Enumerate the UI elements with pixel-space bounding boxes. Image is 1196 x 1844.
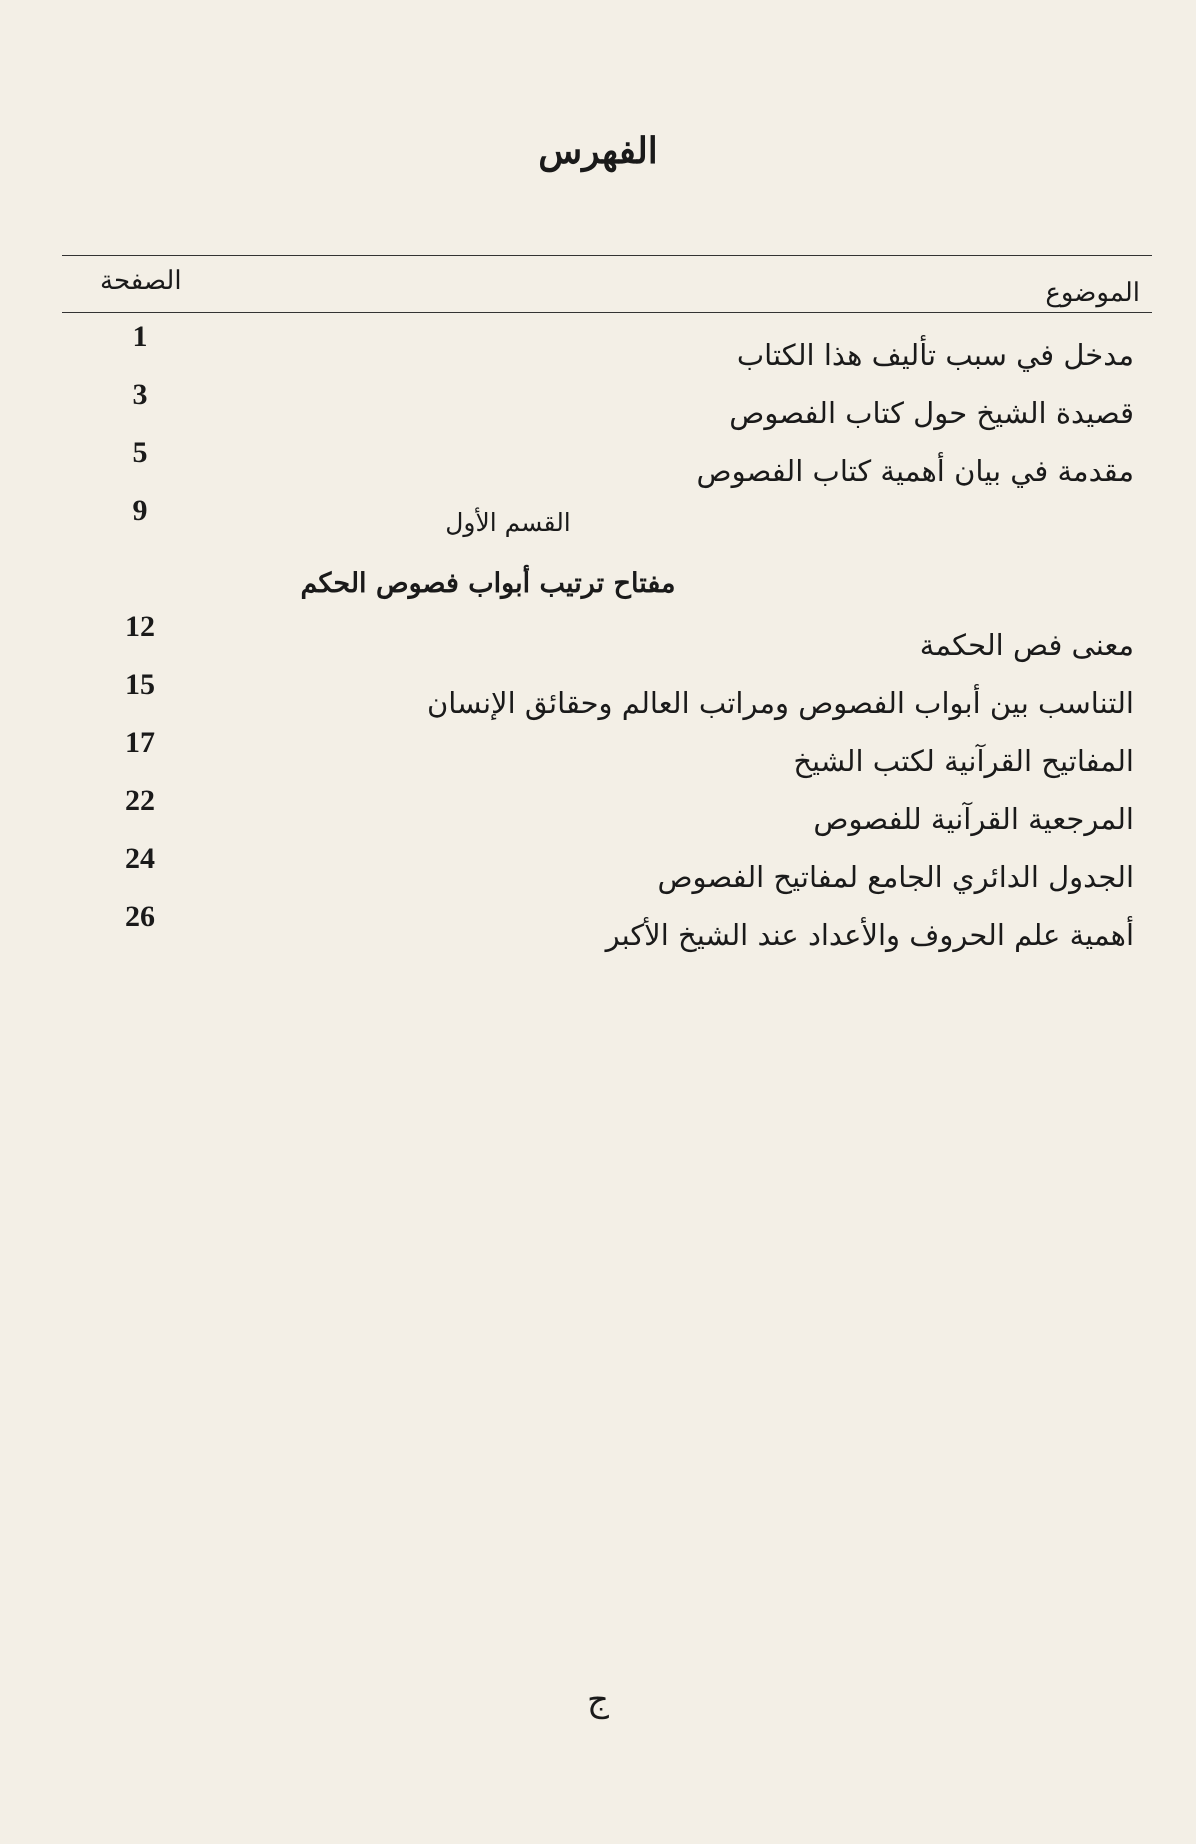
toc-entry-page: 9 — [132, 494, 148, 527]
toc-entry-page: 3 — [132, 378, 148, 411]
column-header-page: الصفحة — [100, 266, 182, 296]
toc-entry-text: مقدمة في بيان أهمية كتاب الفصوص — [696, 454, 1134, 488]
toc-entry-text: مدخل في سبب تأليف هذا الكتاب — [736, 338, 1134, 372]
toc-entry-page: 17 — [125, 726, 155, 759]
page-folio: ج — [587, 1680, 609, 1720]
page-title: الفهرس — [538, 130, 658, 172]
column-header-topic: الموضوع — [1045, 278, 1140, 308]
toc-entry-page: 22 — [125, 784, 155, 817]
toc-section-title: القسم الأول — [445, 508, 571, 537]
toc-entry-text: التناسب بين أبواب الفصوص ومراتب العالم وحقائق الإنسان — [426, 686, 1134, 720]
toc-entry-text: الجدول الدائري الجامع لمفاتيح الفصوص — [657, 860, 1134, 894]
toc-entry-page: 1 — [132, 320, 148, 353]
toc-entry-page: 5 — [132, 436, 148, 469]
toc-entry-text: أهمية علم الحروف والأعداد عند الشيخ الأكبر — [605, 918, 1134, 952]
toc-entry-page: 26 — [125, 900, 155, 933]
toc-entry-text: معنى فص الحكمة — [919, 628, 1134, 662]
toc-entry-text: المفاتيح القرآنية لكتب الشيخ — [793, 744, 1134, 778]
toc-entry-text: المرجعية القرآنية للفصوص — [813, 802, 1134, 836]
toc-entry-page: 24 — [125, 842, 155, 875]
header-top-rule — [62, 255, 1152, 256]
toc-entry-page: 12 — [125, 610, 155, 643]
toc-entry-text: قصيدة الشيخ حول كتاب الفصوص — [729, 396, 1134, 430]
toc-section-heading: مفتاح ترتيب أبواب فصوص الحكم — [300, 568, 676, 599]
toc-entry-page: 15 — [125, 668, 155, 701]
header-bottom-rule — [62, 312, 1152, 313]
